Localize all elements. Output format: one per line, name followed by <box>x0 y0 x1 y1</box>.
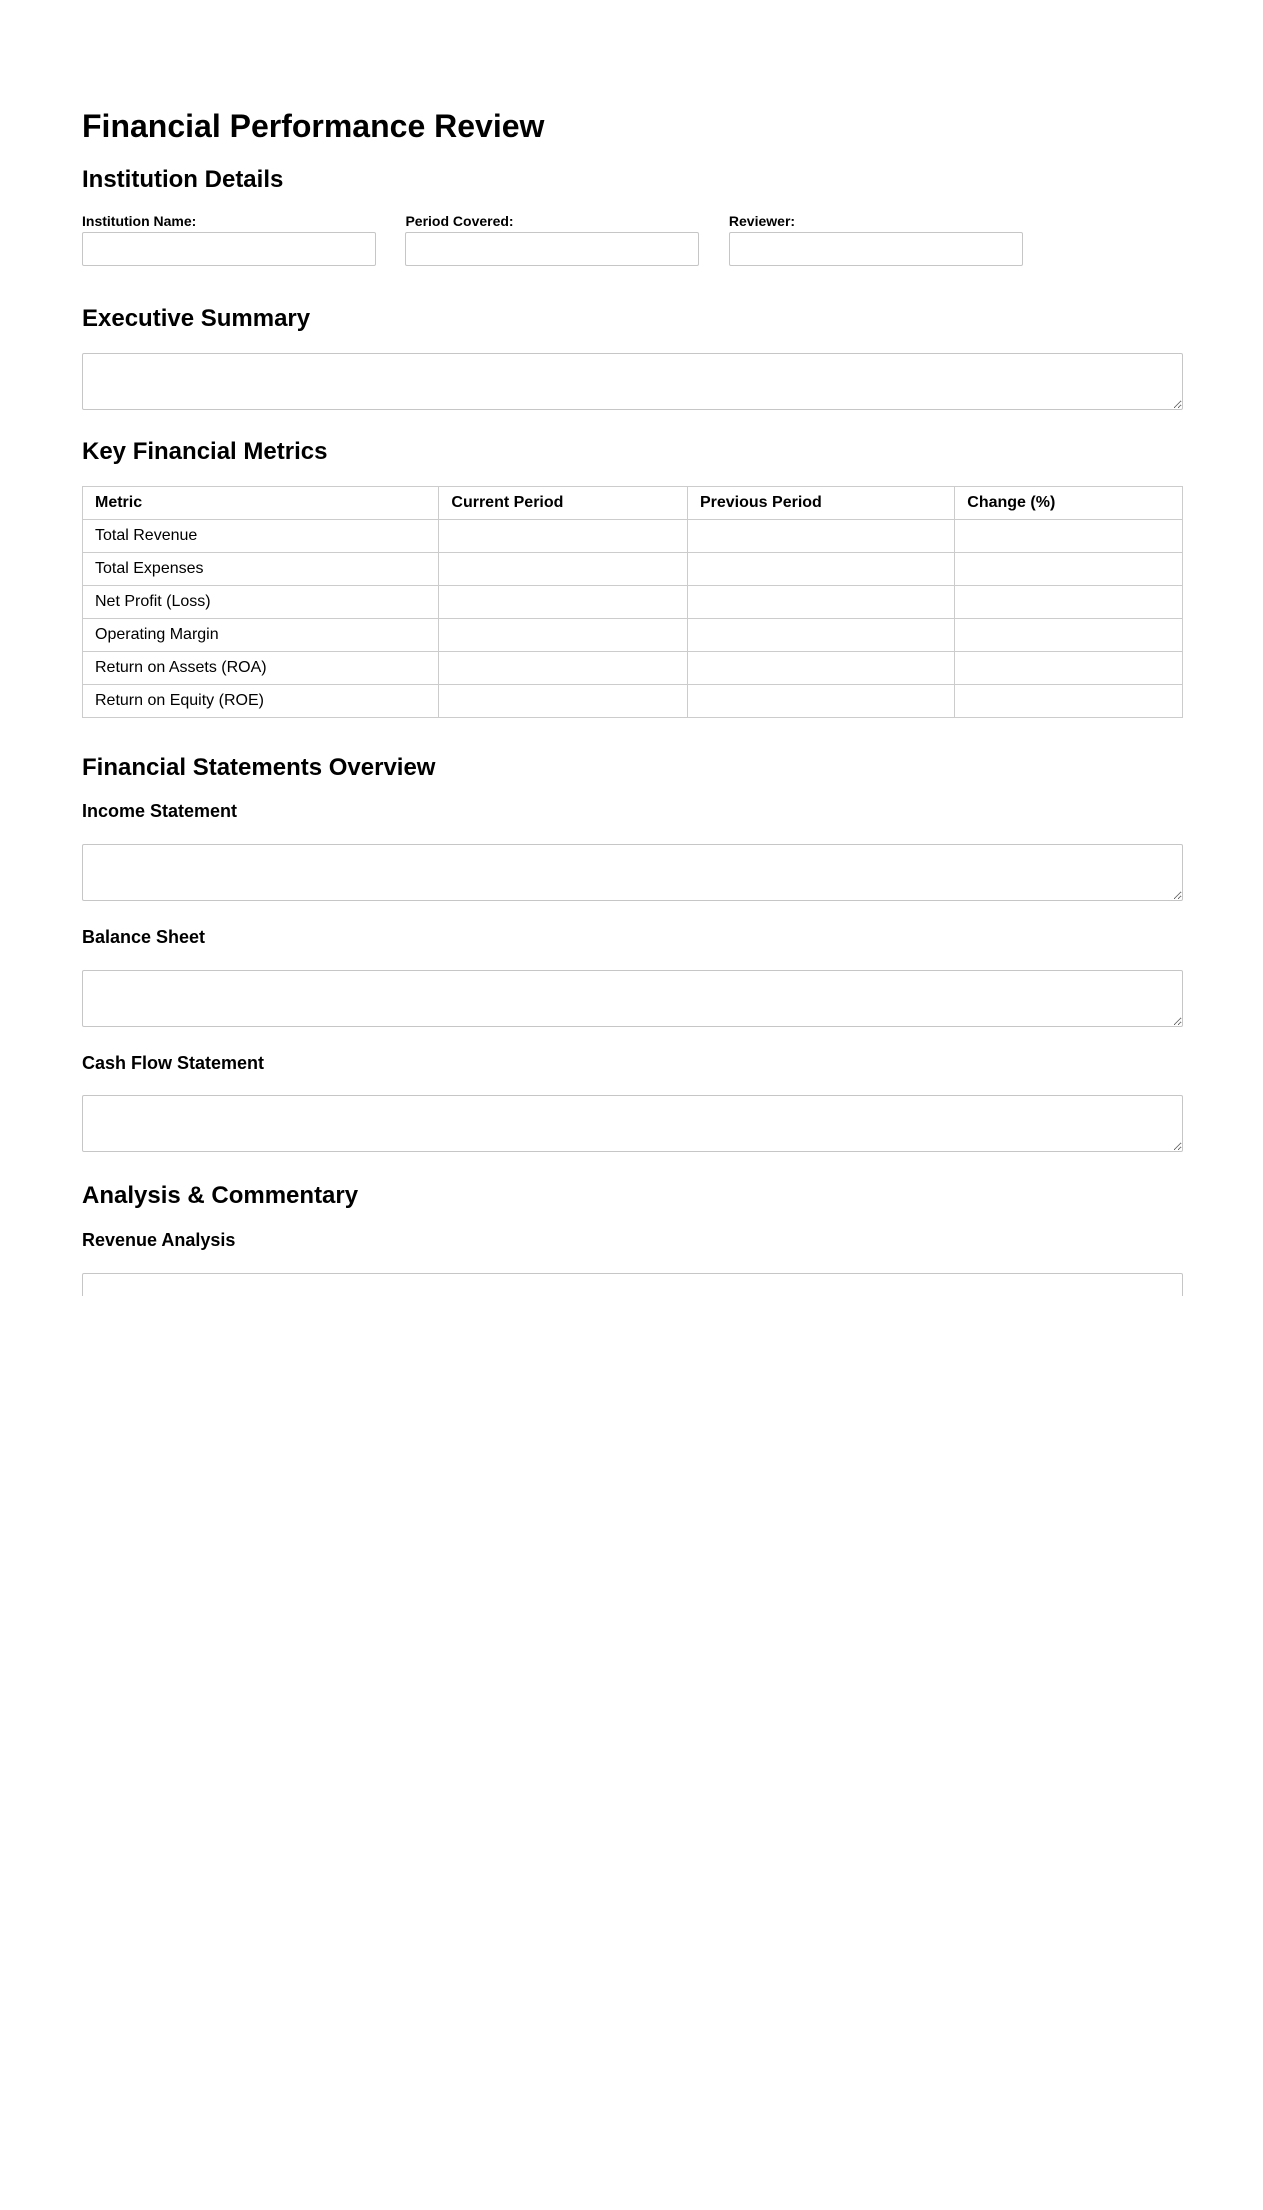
period-covered-input[interactable] <box>405 232 699 266</box>
financial-metrics-table <box>82 486 1183 718</box>
period-covered-label: Period Covered: <box>405 213 514 230</box>
cash-flow-statement-block <box>82 1095 1183 1152</box>
current-period-cell <box>439 585 688 618</box>
executive-summary-textarea[interactable] <box>82 353 1183 410</box>
current-period-cell <box>439 684 688 717</box>
change-pct-cell <box>955 618 1183 651</box>
institution-name-input[interactable] <box>82 232 376 266</box>
section-heading-executive-summary: Executive Summary <box>82 305 311 333</box>
previous-period-cell <box>687 618 954 651</box>
page-title: Financial Performance Review <box>82 108 545 144</box>
reviewer-label: Reviewer: <box>728 213 796 230</box>
table-row <box>83 684 1183 717</box>
column-header-metric: Metric <box>83 486 439 519</box>
change-pct-cell <box>955 519 1183 552</box>
section-heading-institution-details: Institution Details <box>82 165 284 193</box>
column-header-change-pct: Change (%) <box>955 486 1183 519</box>
subsection-heading-balance-sheet: Balance Sheet <box>82 926 206 947</box>
previous-period-cell <box>687 684 954 717</box>
metric-label-cell: Return on Equity (ROE) <box>83 684 439 717</box>
subsection-heading-revenue-analysis: Revenue Analysis <box>82 1229 236 1250</box>
reviewer-field <box>729 213 1023 266</box>
table-row <box>83 519 1183 552</box>
section-heading-financial-statements-overview: Financial Statements Overview <box>82 753 436 781</box>
metric-label-cell: Operating Margin <box>83 618 439 651</box>
current-period-cell <box>439 552 688 585</box>
revenue-analysis-textarea[interactable] <box>82 1273 1183 1296</box>
change-pct-cell <box>955 585 1183 618</box>
change-pct-cell <box>955 651 1183 684</box>
period-covered-field <box>405 213 699 266</box>
institution-name-field <box>82 213 376 266</box>
column-header-previous-period: Previous Period <box>687 486 954 519</box>
current-period-cell <box>439 519 688 552</box>
table-header-row <box>83 486 1183 519</box>
current-period-cell <box>439 618 688 651</box>
previous-period-cell <box>687 519 954 552</box>
revenue-analysis-block <box>82 1273 1183 1296</box>
subsection-heading-income-statement: Income Statement <box>82 801 238 822</box>
balance-sheet-textarea[interactable] <box>82 970 1183 1027</box>
cash-flow-statement-textarea[interactable] <box>82 1095 1183 1152</box>
table-row <box>83 618 1183 651</box>
table-row <box>83 651 1183 684</box>
previous-period-cell <box>687 552 954 585</box>
table-row <box>83 552 1183 585</box>
current-period-cell <box>439 651 688 684</box>
reviewer-input[interactable] <box>729 232 1023 266</box>
income-statement-textarea[interactable] <box>82 844 1183 901</box>
subsection-heading-cash-flow-statement: Cash Flow Statement <box>82 1052 265 1073</box>
metric-label-cell: Total Expenses <box>83 552 439 585</box>
income-statement-block <box>82 844 1183 901</box>
previous-period-cell <box>687 585 954 618</box>
institution-name-label: Institution Name: <box>82 213 197 230</box>
column-header-current-period: Current Period <box>439 486 688 519</box>
balance-sheet-block <box>82 970 1183 1027</box>
change-pct-cell <box>955 684 1183 717</box>
previous-period-cell <box>687 651 954 684</box>
metric-label-cell: Return on Assets (ROA) <box>83 651 439 684</box>
executive-summary-block <box>82 353 1183 410</box>
institution-details-fields <box>82 213 1183 266</box>
section-heading-key-financial-metrics: Key Financial Metrics <box>82 437 328 465</box>
section-heading-analysis-commentary: Analysis & Commentary <box>82 1182 359 1210</box>
change-pct-cell <box>955 552 1183 585</box>
table-row <box>83 585 1183 618</box>
metric-label-cell: Net Profit (Loss) <box>83 585 439 618</box>
metric-label-cell: Total Revenue <box>83 519 439 552</box>
